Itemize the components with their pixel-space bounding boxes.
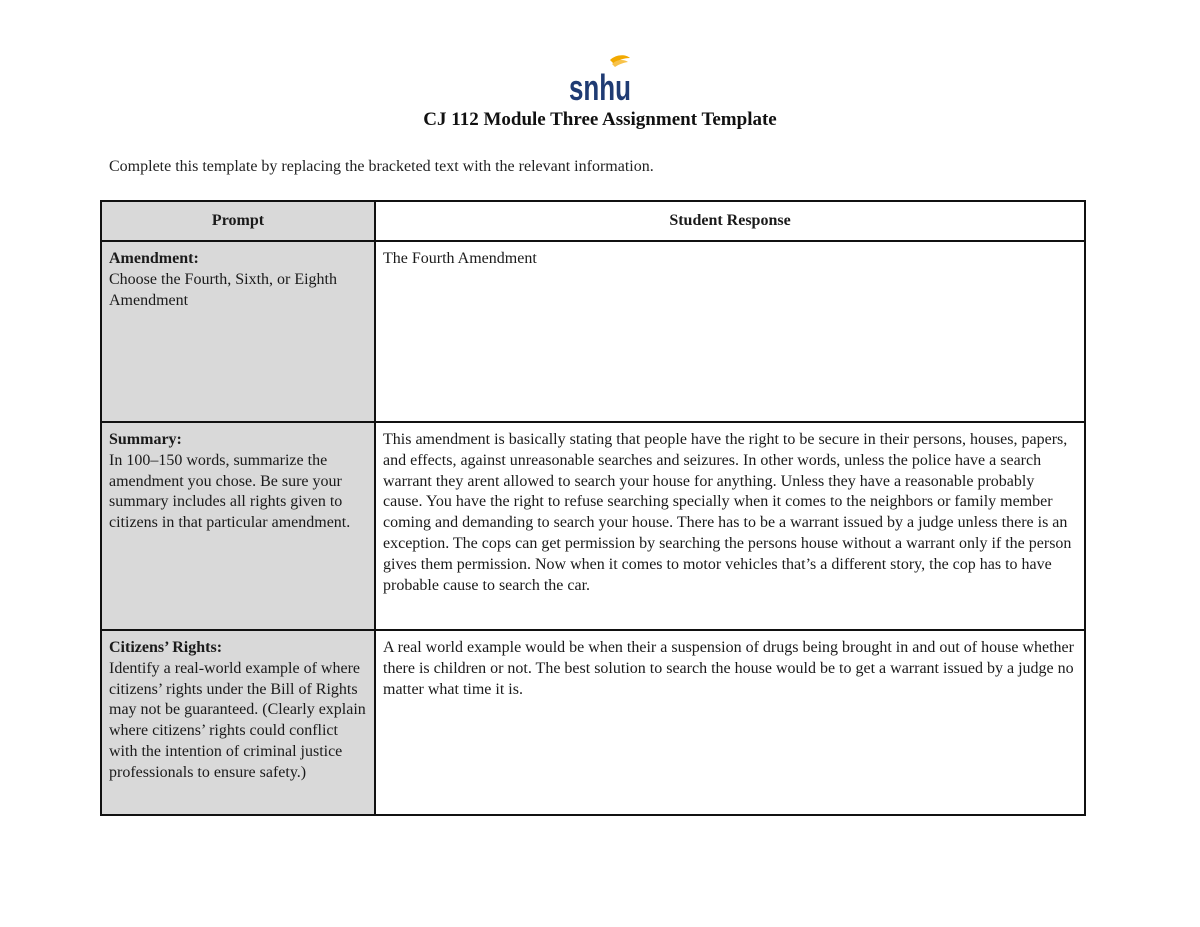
response-cell-summary[interactable]: This amendment is basically stating that people have the right to be secure in their persons, houses, papers, and effects, against unreasonable searches and seizures. In other words, unless the police have a search warrant they arent allowed to search your house for anything. Unless they have a reasonable probably cause. You have the right to refuse searching specially when it comes to the neighbors or family member coming and demanding to search your house. There has to be a warrant issued by a judge unless there is an exception. The cops can get permission by searching the persons house without a warrant only if the person gives them permission. Now when it comes to motor vehicles that’s a different story, the cop has to have probable cause to search the car. xyxy=(375,422,1085,630)
response-cell-citizens-rights[interactable]: A real world example would be when their a suspension of drugs being brought in and out of house whether there is children or not. The best solution to search the house would be to get a warrant issued by a judge no matter what time it is. xyxy=(375,630,1085,815)
svg-text:snhu: snhu xyxy=(569,67,631,108)
document-title: CJ 112 Module Three Assignment Template xyxy=(423,109,777,130)
prompt-description: In 100–150 words, summarize the amendment you chose. Be sure your summary includes all rights given to citizens in that particular amendment. xyxy=(109,451,351,532)
prompt-cell-amendment xyxy=(101,241,375,422)
prompt-label: Summary: xyxy=(109,431,182,448)
prompt-description: Choose the Fourth, Sixth, or Eighth Amendment xyxy=(109,270,337,309)
prompt-description: Identify a real-world example of where citizens’ rights under the Bill of Rights may not be guaranteed. (Clearly explain where citizens’ rights could conflict with the intention of criminal justice professionals to ensure safety.) xyxy=(109,659,366,781)
table-row-amendment xyxy=(101,241,1085,422)
prompt-label: Amendment: xyxy=(109,250,199,267)
response-column-header: Student Response xyxy=(375,201,1085,241)
prompt-cell-summary xyxy=(101,422,375,630)
snhu-logo xyxy=(560,54,640,108)
prompt-column-header: Prompt xyxy=(101,201,375,241)
prompt-label: Citizens’ Rights: xyxy=(109,639,223,656)
table-row-summary xyxy=(101,422,1085,630)
assignment-table xyxy=(100,200,1086,816)
instructions-text: Complete this template by replacing the bracketed text with the relevant information. xyxy=(109,158,654,175)
prompt-cell-citizens-rights xyxy=(101,630,375,815)
table-row-citizens-rights xyxy=(101,630,1085,815)
response-cell-amendment[interactable]: The Fourth Amendment xyxy=(375,241,1085,422)
header-row xyxy=(101,201,1085,241)
